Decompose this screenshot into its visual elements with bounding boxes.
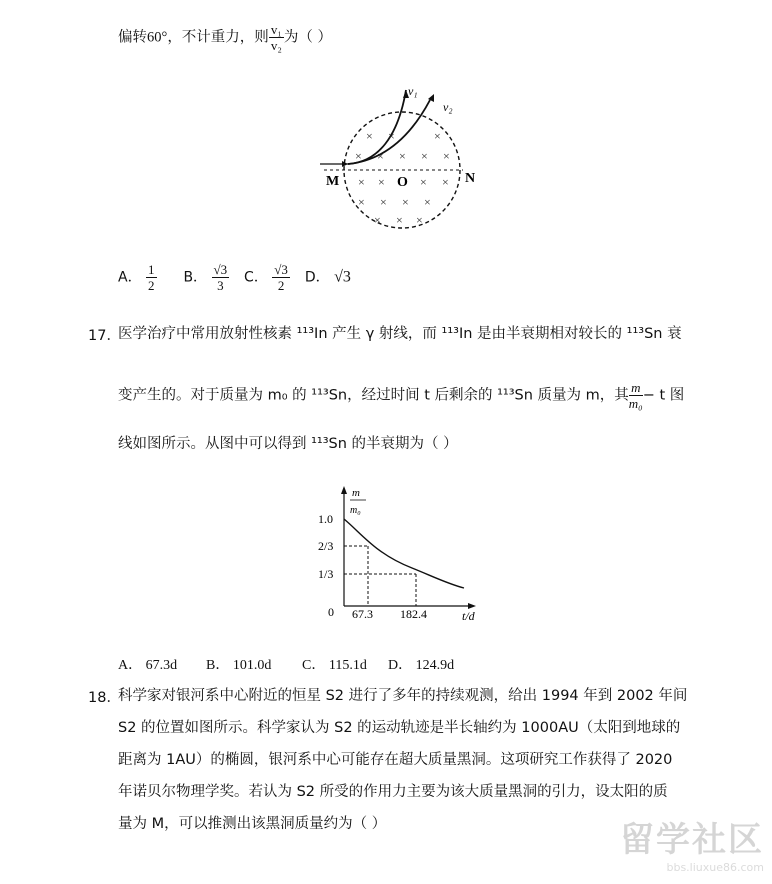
q18-line-1: 科学家对银河系中心附近的恒星 S2 进行了多年的持续观测，给出 1994 年到 2002 年间 xyxy=(118,688,688,704)
field-mark: × xyxy=(358,195,365,209)
q17-line-3: 线如图所示。从图中可以得到 ¹¹³Sn 的半衰期为（ ） xyxy=(118,436,458,452)
mass-ratio xyxy=(629,380,643,411)
ratio-numerator: m xyxy=(629,380,643,396)
field-mark: × xyxy=(355,149,362,163)
option-b-numerator: √3 xyxy=(213,262,228,277)
label-v1: v₁ xyxy=(408,84,418,98)
option-c-label: C． xyxy=(244,269,268,286)
option-d-value: √3 xyxy=(334,268,351,286)
q17-option-b: B． 101.0d xyxy=(206,658,272,673)
option-c-value xyxy=(272,262,290,293)
ratio-denominator: v₂ xyxy=(270,38,282,53)
label-M: M xyxy=(326,174,340,189)
q16-text: 偏转 xyxy=(118,29,147,46)
velocity-ratio xyxy=(269,22,284,53)
option-a-label: A． xyxy=(118,269,142,286)
q18-number: 18． xyxy=(88,690,121,706)
option-c-numerator: √3 xyxy=(274,262,288,277)
q18-line-2: S2 的位置如图所示。科学家认为 S2 的运动轨迹是半长轴约为 1000AU（太阳到地球的 xyxy=(118,720,681,736)
q17-option-c: C． 115.1d xyxy=(302,658,367,673)
q16-text: ，不计重力，则 xyxy=(167,29,269,46)
ratio-numerator: v₁ xyxy=(270,22,282,37)
decay-curve xyxy=(344,519,464,588)
field-mark: × xyxy=(378,175,385,189)
site-watermark xyxy=(620,812,764,874)
q17-option-d: D． 124.9d xyxy=(388,658,455,673)
option-d-label: D． xyxy=(304,269,330,286)
option-a-denominator: 2 xyxy=(148,278,155,293)
q17-number: 17． xyxy=(88,328,121,344)
field-mark: × xyxy=(420,175,427,189)
q17-line-1: 医学治疗中常用放射性核素 ¹¹³In 产生 γ 射线，而 ¹¹³In 是由半衰期相对较长的 ¹¹³Sn 衰 xyxy=(118,326,682,342)
q18-line-3: 距离为 1AU）的椭圆，银河系中心可能存在超大质量黑洞。这项研究工作获得了 2020 xyxy=(118,752,673,768)
q18-line-5: 量为 M，可以推测出该黑洞质量约为（ ） xyxy=(118,816,387,832)
q16-stem-line xyxy=(118,22,332,53)
option-a-value xyxy=(146,262,157,293)
field-mark: × xyxy=(377,149,384,163)
field-mark: × xyxy=(396,213,403,227)
y-label-denominator: m₀ xyxy=(350,505,361,516)
y-tick-1: 1.0 xyxy=(318,512,333,526)
y-label-numerator: m xyxy=(352,487,360,499)
magnetic-field-diagram xyxy=(318,82,498,242)
field-mark: × xyxy=(443,149,450,163)
origin-label: 0 xyxy=(328,605,334,619)
x-tick-67: 67.3 xyxy=(352,607,373,621)
ratio-denominator: m₀ xyxy=(628,396,643,411)
option-a-numerator: 1 xyxy=(148,262,155,277)
option-b-label: B． xyxy=(183,269,208,286)
option-b-denominator: 3 xyxy=(217,278,224,293)
q18-line-4: 年诺贝尔物理学奖。若认为 S2 所受的作用力主要为该大质量黑洞的引力，设太阳的质 xyxy=(118,784,668,800)
y-tick-2-3: 2/3 xyxy=(318,539,334,553)
label-N: N xyxy=(465,171,476,186)
field-mark: × xyxy=(416,213,423,227)
field-mark: × xyxy=(424,195,431,209)
option-c-denominator: 2 xyxy=(277,278,285,293)
field-mark: × xyxy=(442,175,449,189)
field-mark: × xyxy=(402,195,409,209)
y-tick-1-3: 1/3 xyxy=(318,567,334,581)
q17-line-2 xyxy=(118,380,684,411)
q16-options xyxy=(118,262,351,293)
option-b-value xyxy=(212,262,230,293)
x-tick-182: 182.4 xyxy=(400,607,427,621)
x-axis-label: t/d xyxy=(462,609,475,622)
field-mark: × xyxy=(434,129,441,143)
watermark-logo-text: 留学社区 xyxy=(620,820,764,860)
field-mark: × xyxy=(374,213,381,227)
q17-text: 变产生的。对于质量为 m₀ 的 ¹¹³Sn，经过时间 t 后剩余的 ¹¹³Sn 质量为 m，其 xyxy=(118,387,629,404)
field-mark: × xyxy=(399,149,406,163)
label-O: O xyxy=(397,175,408,190)
field-mark: × xyxy=(421,149,428,163)
y-axis-arrow xyxy=(341,486,347,494)
field-mark: × xyxy=(366,129,373,143)
decay-curve-graph xyxy=(312,482,492,622)
field-mark: × xyxy=(380,195,387,209)
field-mark: × xyxy=(358,175,365,189)
angle-value: 60° xyxy=(147,29,168,46)
field-mark: × xyxy=(388,129,395,143)
label-v2: v₂ xyxy=(443,100,453,114)
watermark-url: bbs.liuxue86.com xyxy=(666,861,764,874)
q17-text: − t 图 xyxy=(642,387,685,404)
q16-answer-blank: 为（ ） xyxy=(283,29,332,46)
q17-option-a: A． 67.3d xyxy=(118,658,178,673)
